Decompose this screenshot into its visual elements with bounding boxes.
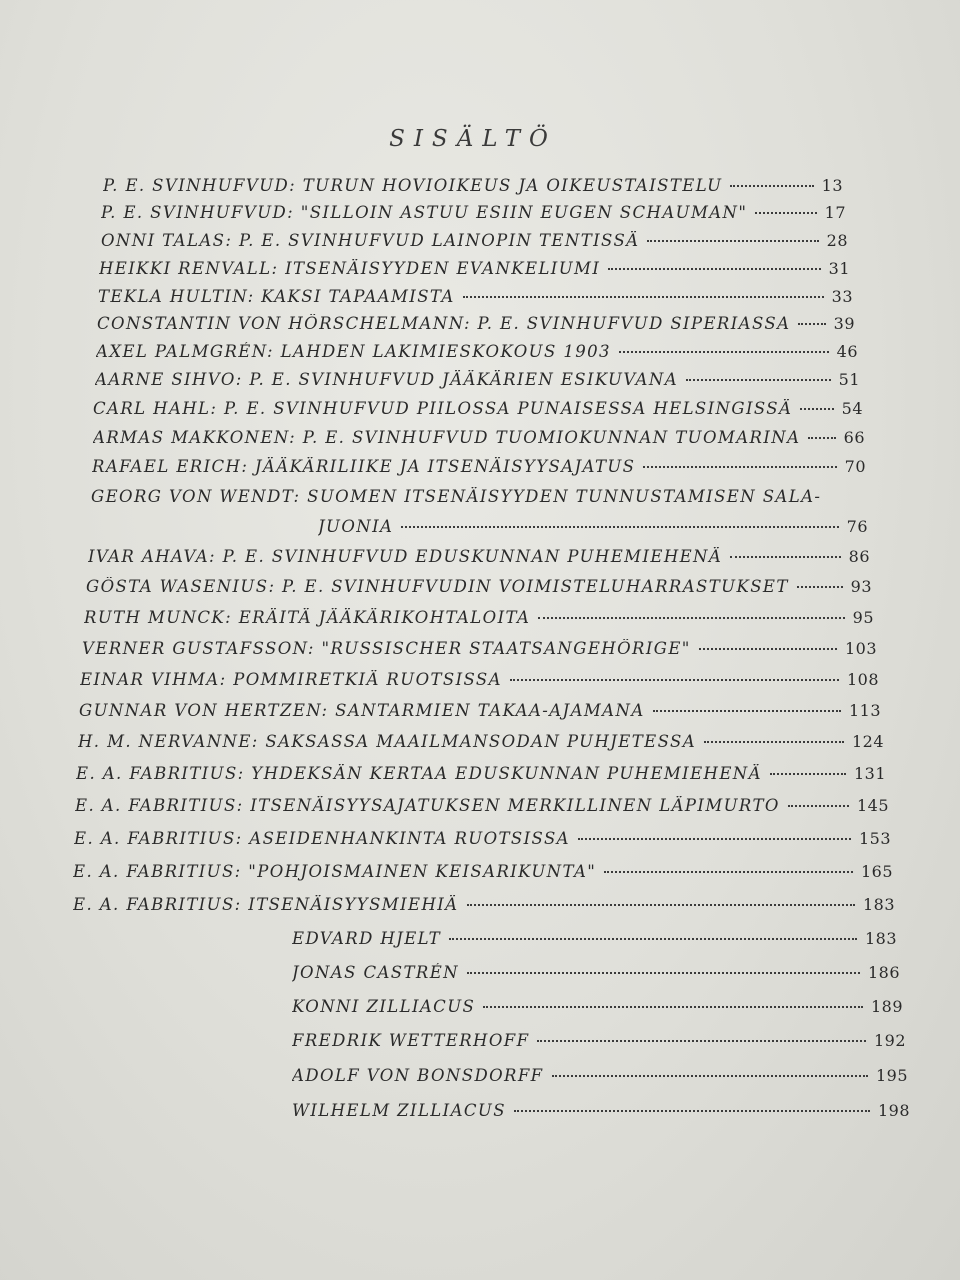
- toc-entry: [92, 457, 866, 481]
- toc-entry-title: EINAR VIHMA: POMMIRETKIÄ RUOTSISSA: [80, 670, 502, 689]
- dot-leader: [552, 1075, 868, 1077]
- toc-entry-title: GEORG VON WENDT: SUOMEN ITSENÄISYYDEN TUNNUSTAMISEN SALA-: [91, 487, 822, 506]
- toc-entry-page: 198: [877, 1101, 910, 1120]
- toc-entry-title: JONAS CASTRÉN: [292, 963, 459, 982]
- toc-entry: [79, 701, 881, 725]
- page-title: SISÄLTÖ: [389, 126, 557, 152]
- dot-leader: [755, 212, 816, 214]
- dot-leader: [467, 972, 860, 974]
- dot-leader: [537, 1040, 865, 1042]
- dot-leader: [643, 466, 836, 468]
- toc-entry: [74, 829, 891, 853]
- toc-entry: [95, 370, 860, 394]
- toc-entry-title: E. A. FABRITIUS: ITSENÄISYYSMIEHIÄ: [73, 895, 459, 914]
- toc-subentry: [292, 1066, 908, 1090]
- dot-leader: [538, 617, 844, 619]
- toc-entry-page: 165: [860, 862, 893, 881]
- toc-entry-title: TEKLA HULTIN: KAKSI TAPAAMISTA: [98, 287, 455, 306]
- toc-entry: [93, 428, 865, 452]
- toc-entry-page: 183: [862, 895, 895, 914]
- toc-entry-title: RAFAEL ERICH: JÄÄKÄRILIIKE JA ITSENÄISYYSAJATUS: [92, 457, 636, 476]
- toc-entry-title: EDVARD HJELT: [292, 929, 442, 948]
- toc-entry-page: 108: [846, 670, 879, 689]
- toc-entry-title: KONNI ZILLIACUS: [292, 997, 476, 1016]
- toc-entry-page: 31: [828, 259, 850, 278]
- toc-entry-title: ARMAS MAKKONEN: P. E. SVINHUFVUD TUOMIOKUNNAN TUOMARINA: [93, 428, 801, 447]
- toc-entry-page: 28: [826, 231, 848, 250]
- toc-entry-title: E. A. FABRITIUS: "POHJOISMAINEN KEISARIKUNTA": [73, 862, 597, 881]
- toc-entry-title: CARL HAHL: P. E. SVINHUFVUD PIILOSSA PUNAISESSA HELSINGISSÄ: [93, 399, 793, 418]
- toc-entry: [78, 732, 884, 756]
- toc-entry-title: CONSTANTIN VON HÖRSCHELMANN: P. E. SVINHUFVUD SIPERIASSA: [97, 314, 791, 333]
- toc-entry-page: 183: [864, 929, 897, 948]
- dot-leader: [770, 773, 846, 775]
- toc-entry: [88, 547, 870, 571]
- toc-entry: [101, 203, 846, 227]
- toc-entry: [75, 796, 889, 820]
- dot-leader: [808, 437, 835, 439]
- toc-entry-title: IVAR AHAVA: P. E. SVINHUFVUD EDUSKUNNAN PUHEMIEHENÄ: [88, 547, 723, 566]
- dot-leader: [730, 185, 813, 187]
- toc-entry-title: HEIKKI RENVALL: ITSENÄISYYDEN EVANKELIUMI: [99, 259, 601, 278]
- dot-leader: [401, 526, 838, 528]
- toc-entry-page: 113: [848, 701, 881, 720]
- dot-leader: [604, 871, 853, 873]
- toc-subentry: [292, 963, 900, 987]
- dot-leader: [483, 1006, 863, 1008]
- dot-leader: [510, 679, 839, 681]
- toc-entry: [84, 608, 874, 632]
- toc-entry-page: 124: [851, 732, 884, 751]
- toc-entry: [93, 399, 863, 423]
- toc-entry-page: 70: [844, 457, 866, 476]
- toc-entry: [73, 862, 893, 886]
- toc-entry-title: RUTH MUNCK: ERÄITÄ JÄÄKÄRIKOHTALOITA: [84, 608, 531, 627]
- dot-leader: [686, 379, 831, 381]
- toc-entry: [97, 314, 855, 338]
- toc-entry-title: GUNNAR VON HERTZEN: SANTARMIEN TAKAA-AJAMANA: [79, 701, 645, 720]
- toc-entry-page: 46: [836, 342, 858, 361]
- toc-entry-title: P. E. SVINHUFVUD: "SILLOIN ASTUU ESIIN EUGEN SCHAUMAN": [101, 203, 748, 222]
- toc-entry-title: AARNE SIHVO: P. E. SVINHUFVUD JÄÄKÄRIEN ESIKUVANA: [95, 370, 679, 389]
- dot-leader: [608, 268, 820, 270]
- dot-leader: [798, 323, 825, 325]
- toc-entry-title: WILHELM ZILLIACUS: [292, 1101, 506, 1120]
- toc-subentry: [292, 997, 903, 1021]
- toc-entry-page: 131: [853, 764, 886, 783]
- toc-entry-title: H. M. NERVANNE: SAKSASSA MAAILMANSODAN PUHJETESSA: [78, 732, 697, 751]
- toc-entry-page: 76: [846, 517, 868, 536]
- toc-entry-page: 95: [852, 608, 874, 627]
- toc-subentry: [292, 1101, 910, 1125]
- toc-entry-title: P. E. SVINHUFVUD: TURUN HOVIOIKEUS JA OIKEUSTAISTELU: [103, 176, 723, 195]
- dot-leader: [449, 938, 857, 940]
- toc-entry-page: 51: [838, 370, 860, 389]
- toc-entry-title: E. A. FABRITIUS: YHDEKSÄN KERTAA EDUSKUNNAN PUHEMIEHENÄ: [76, 764, 762, 783]
- toc-entry-page: 86: [848, 547, 870, 566]
- toc-entry-page: 93: [850, 577, 872, 596]
- dot-leader: [704, 741, 844, 743]
- toc-entry-page: 13: [821, 176, 843, 195]
- dot-leader: [699, 648, 837, 650]
- toc-entry: [82, 639, 877, 663]
- toc-entry-page: 33: [831, 287, 853, 306]
- toc-entry-title: E. A. FABRITIUS: ITSENÄISYYSAJATUKSEN MERKILLINEN LÄPIMURTO: [75, 796, 780, 815]
- toc-entry-page: 189: [870, 997, 903, 1016]
- toc-entry-title: VERNER GUSTAFSSON: "RUSSISCHER STAATSANGEHÖRIGE": [82, 639, 691, 658]
- toc-entry-page: 186: [867, 963, 900, 982]
- toc-entry-title: AXEL PALMGRÉN: LAHDEN LAKIMIESKOKOUS 1903: [96, 342, 611, 361]
- toc-entry-page: 145: [856, 796, 889, 815]
- dot-leader: [619, 351, 829, 353]
- toc-entry-title: ONNI TALAS: P. E. SVINHUFVUD LAINOPIN TENTISSÄ: [101, 231, 640, 250]
- toc-entry-page: 39: [833, 314, 855, 333]
- dot-leader: [797, 586, 843, 588]
- toc-entry: [73, 895, 895, 919]
- toc-subentry: [292, 929, 897, 953]
- dot-leader: [800, 408, 833, 410]
- dot-leader: [463, 296, 824, 298]
- dot-leader: [647, 240, 818, 242]
- toc-entry: [99, 259, 850, 283]
- toc-entry-continuation: [318, 517, 868, 541]
- toc-entry-page: 54: [841, 399, 863, 418]
- toc-entry-title: E. A. FABRITIUS: ASEIDENHANKINTA RUOTSISSA: [74, 829, 570, 848]
- toc-entry-title-continued: JUONIA: [318, 517, 394, 536]
- toc-entry: [98, 287, 853, 311]
- toc-entry: [96, 342, 858, 366]
- toc-entry-page: 153: [858, 829, 891, 848]
- toc-entry-page: 192: [873, 1031, 906, 1050]
- dot-leader: [788, 805, 849, 807]
- toc-entry: [103, 176, 843, 200]
- toc-entry: [91, 487, 851, 511]
- toc-entry-page: 195: [875, 1066, 908, 1085]
- dot-leader: [653, 710, 841, 712]
- toc-entry-title: GÖSTA WASENIUS: P. E. SVINHUFVUDIN VOIMISTELUHARRASTUKSET: [86, 577, 789, 596]
- toc-subentry: [292, 1031, 906, 1055]
- dot-leader: [578, 838, 851, 840]
- toc-entry: [80, 670, 879, 694]
- dot-leader: [514, 1110, 870, 1112]
- toc-entry-page: 66: [843, 428, 865, 447]
- toc-entry-page: 17: [824, 203, 846, 222]
- toc-entry: [101, 231, 848, 255]
- toc-entry-title: FREDRIK WETTERHOFF: [292, 1031, 530, 1050]
- dot-leader: [467, 904, 855, 906]
- toc-entry-page: 103: [844, 639, 877, 658]
- toc-entry: [86, 577, 872, 601]
- toc-entry-title: ADOLF VON BONSDORFF: [292, 1066, 544, 1085]
- dot-leader: [730, 556, 840, 558]
- toc-entry: [76, 764, 886, 788]
